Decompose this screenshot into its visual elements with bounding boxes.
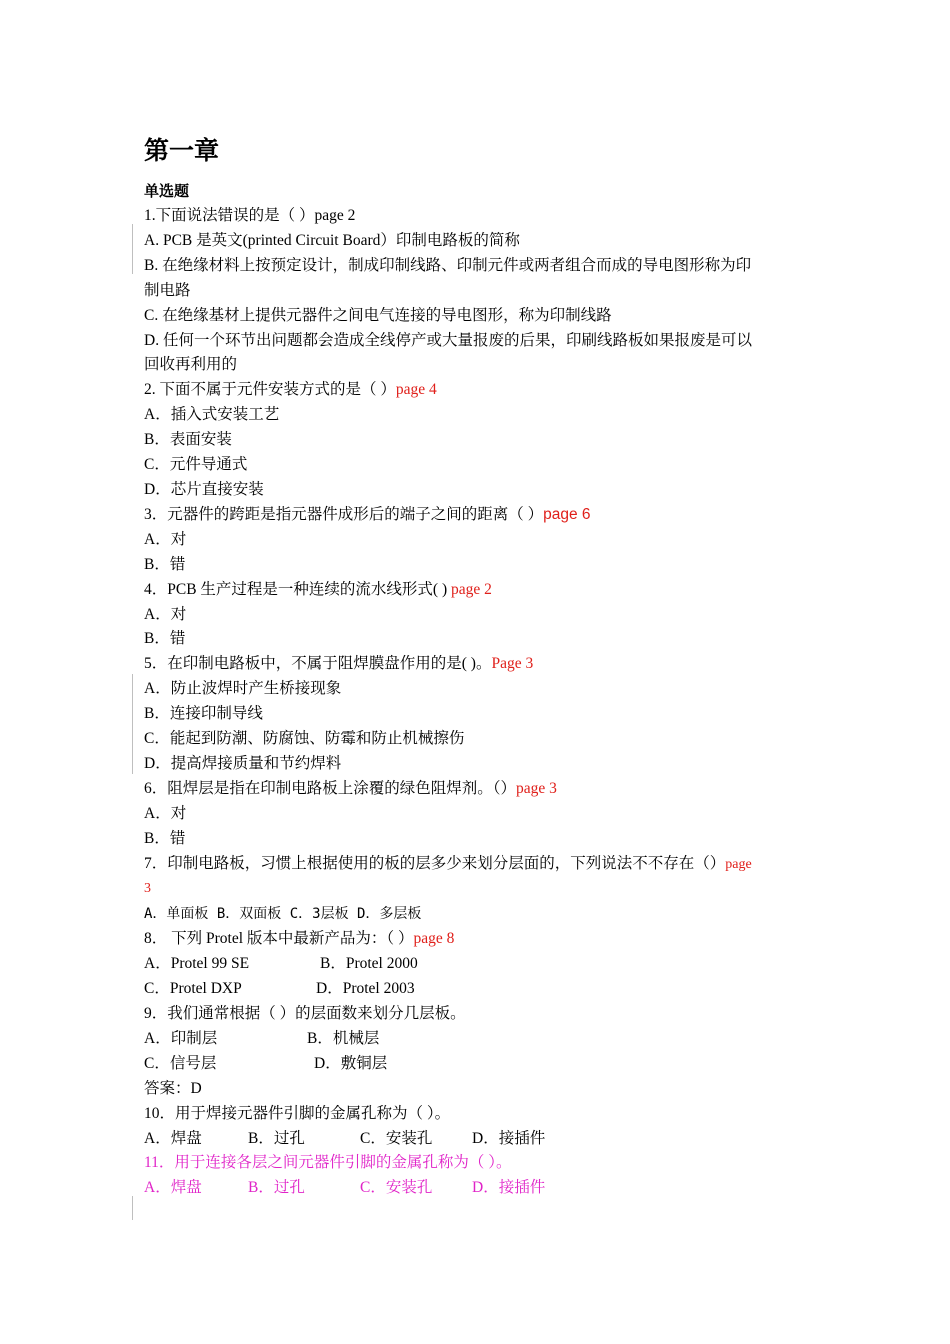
option-b: B．错 [144, 555, 186, 573]
option-a: A．对 [144, 605, 187, 623]
option-a: A．插入式安装工艺 [144, 406, 280, 424]
option-d-continued: 回收再利用的 [144, 356, 238, 374]
option-a: A. PCB 是英文(printed Circuit Board）印制电路板的简称 [144, 231, 520, 249]
option-c: C．安装孔 [360, 1179, 433, 1197]
option-d: D．提高焊接质量和节约焊料 [144, 754, 342, 772]
question-text: 7．印制电路板，习惯上根据使用的板的层多少来划分层面的，下列说法不不存在（） [144, 854, 726, 872]
page-reference: page [725, 856, 752, 872]
question-stem: 1.下面说法错误的是（ ）page 2 [144, 207, 356, 224]
question-stem [144, 852, 814, 878]
option-b: B．错 [144, 630, 186, 648]
question-text: 5．在印制电路板中，不属于阻焊膜盘作用的是( )。 [144, 655, 492, 673]
option-b: B．Protel 2000 [320, 955, 418, 973]
page-reference: page 4 [395, 381, 437, 399]
section-title: 单选题 [144, 182, 190, 200]
option-b: B. 在绝缘材料上按预定设计，制成印制线路、印制元件或两者组合而成的导电图形称为印 [144, 256, 752, 274]
revision-bar [132, 224, 133, 274]
option-c: C. 在绝缘基材上提供元器件之间电气连接的导电图形，称为印制线路 [144, 306, 612, 324]
revision-bar [132, 674, 133, 774]
option-b: B．过孔 [248, 1179, 305, 1197]
option-d: D．敷铜层 [314, 1054, 388, 1072]
options-row [144, 977, 814, 1002]
options-row [144, 1052, 814, 1077]
question-stem [144, 777, 814, 802]
option-b: B．错 [144, 829, 186, 847]
page-reference-continued: 3 [144, 881, 151, 897]
option-b: B．表面安装 [144, 431, 232, 449]
option-d: D．Protel 2003 [316, 980, 415, 998]
question-stem [144, 652, 814, 677]
chapter-title: 第一章 [144, 136, 220, 165]
question-text: 2. 下面不属于元件安装方式的是（ ） [144, 381, 396, 399]
question-text: 6．阻焊层是指在印制电路板上涂覆的绿色阻焊剂。（） [144, 779, 517, 797]
option-b: B．过孔 [248, 1129, 305, 1147]
option-b-continued: 制电路 [144, 281, 191, 299]
option-c: C．信号层 [144, 1054, 217, 1072]
question-stem: 9．我们通常根据（ ）的层面数来划分几层板。 [144, 1005, 466, 1022]
question-stem: 11．用于连接各层之间元器件引脚的金属孔称为（ ）。 [144, 1154, 512, 1172]
page-reference: page 6 [543, 505, 591, 523]
question-stem [144, 578, 814, 603]
page-reference: page 2 [451, 580, 492, 598]
options-row [144, 1176, 814, 1201]
document-body [144, 134, 814, 1201]
question-stem [144, 378, 814, 403]
page-reference: page 3 [516, 779, 557, 797]
option-c: C．Protel DXP [144, 980, 242, 998]
option-a: A．焊盘 [144, 1179, 202, 1197]
option-a: A．对 [144, 530, 187, 548]
question-text: 4．PCB 生产过程是一种连续的流水线形式( ) [144, 580, 451, 598]
option-b: B．机械层 [307, 1029, 380, 1047]
option-c: C．元件导通式 [144, 456, 248, 474]
revision-bar [132, 1196, 133, 1220]
options-row: A．单面板 B．双面板 C．3层板 D．多层板 [144, 906, 422, 923]
options-row [144, 1027, 814, 1052]
option-a: A．防止波焊时产生桥接现象 [144, 680, 342, 698]
page-reference: page 8 [413, 930, 455, 948]
option-a: A．印制层 [144, 1029, 218, 1047]
option-d: D．接插件 [472, 1129, 546, 1147]
question-text: 3．元器件的跨距是指元器件成形后的端子之间的距离（ ） [144, 505, 544, 523]
option-a: A．对 [144, 804, 187, 822]
option-d: D. 任何一个环节出问题都会造成全线停产或大量报废的后果，印刷线路板如果报废是可以 [144, 331, 752, 349]
option-a: A．Protel 99 SE [144, 955, 250, 973]
question-stem: 10．用于焊接元器件引脚的金属孔称为（ ）。 [144, 1104, 451, 1122]
option-c: C．安装孔 [360, 1129, 433, 1147]
options-row [144, 952, 814, 977]
question-stem [144, 503, 814, 528]
options-row [144, 1127, 814, 1152]
option-a: A．焊盘 [144, 1129, 202, 1147]
page-reference: Page 3 [491, 655, 534, 673]
question-stem [144, 927, 814, 952]
option-c: C．能起到防潮、防腐蚀、防霉和防止机械擦伤 [144, 730, 465, 748]
question-text: 8． 下列 Protel 版本中最新产品为：（ ） [144, 930, 414, 948]
option-d: D．接插件 [472, 1179, 546, 1197]
option-d: D．芯片直接安装 [144, 480, 264, 498]
answer-text: 答案：D [144, 1079, 202, 1097]
option-b: B．连接印制导线 [144, 705, 263, 723]
